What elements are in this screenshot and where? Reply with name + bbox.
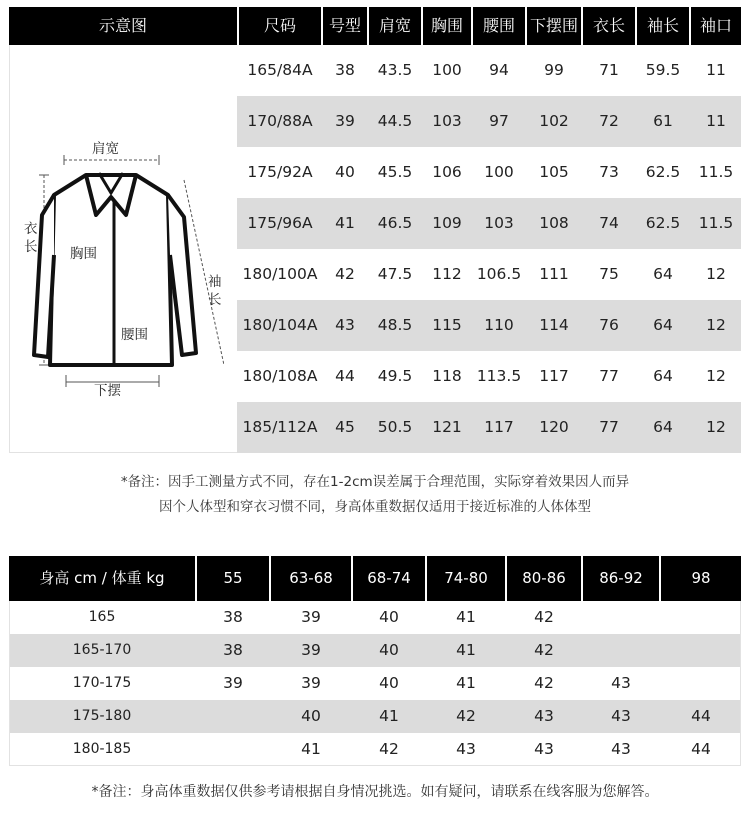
cell-size: 42 [534,674,554,692]
cell-chest: 106 [432,163,462,181]
cell-model: 42 [335,265,355,283]
cell-size: 44 [691,740,711,758]
cell-hem: 120 [539,418,569,436]
cell-cuff: 12 [706,418,726,436]
cell-cuff: 11 [706,112,726,130]
cell-size: 41 [301,740,321,758]
cell-size: 175/92A [247,163,313,181]
cell-height: 180-185 [72,741,132,757]
cell-size: 43 [611,740,631,758]
cell-size: 180/100A [242,265,318,283]
cell-size: 42 [456,707,476,725]
cell-waist: 94 [489,61,509,79]
cell-sleeve: 61 [653,112,673,130]
header-length: 衣长 [592,16,625,35]
cell-size: 165/84A [247,61,313,79]
cell-size: 170/88A [247,112,313,130]
table-row [237,45,741,96]
header-chest: 胸围 [430,16,463,35]
cell-shoulder: 49.5 [377,367,413,385]
cell-size: 180/104A [242,316,318,334]
header-shoulder: 肩宽 [378,16,411,35]
label-waist: 腰围 [121,327,148,343]
label-shoulder: 肩宽 [92,141,119,157]
cell-sleeve: 64 [653,367,673,385]
header-w80: 80-86 [522,569,566,587]
cell-hem: 108 [539,214,569,232]
cell-size: 39 [301,674,321,692]
cell-size [583,601,659,634]
cell-size: 41 [456,674,476,692]
cell-size [661,667,741,700]
cell-cuff: 12 [706,265,726,283]
label-hem: 下摆 [94,383,121,399]
table-row [9,667,741,700]
table-row [9,700,741,733]
cell-shoulder: 47.5 [377,265,413,283]
cell-cuff: 11 [706,61,726,79]
cell-cuff: 12 [706,367,726,385]
cell-height: 170-175 [72,675,132,691]
cell-model: 39 [335,112,355,130]
cell-shoulder: 50.5 [377,418,413,436]
cell-size: 42 [534,608,554,626]
size-table-header [9,7,741,45]
cell-length: 76 [599,316,619,334]
header-cuff: 袖口 [699,16,732,35]
cell-hem: 105 [539,163,569,181]
cell-size: 43 [611,707,631,725]
cell-size: 43 [611,674,631,692]
cell-model: 41 [335,214,355,232]
cell-size [197,733,269,766]
cell-size: 42 [379,740,399,758]
header-model: 号型 [328,16,361,35]
table-row [9,601,741,634]
cell-size: 40 [379,641,399,659]
cell-length: 77 [599,367,619,385]
cell-size: 41 [456,608,476,626]
cell-hem: 111 [539,265,569,283]
cell-size: 41 [456,641,476,659]
header-w55: 55 [223,569,243,587]
size-table [9,7,741,453]
table-row [237,147,741,198]
cell-sleeve: 64 [653,316,673,334]
cell-waist: 113.5 [476,367,522,385]
label-sleeve: 袖长 [208,274,222,308]
cell-size: 40 [379,608,399,626]
cell-model: 38 [335,61,355,79]
table-row [237,198,741,249]
cell-size: 175/96A [247,214,313,232]
cell-chest: 115 [432,316,462,334]
cell-size: 43 [456,740,476,758]
cell-hem: 99 [544,61,564,79]
cell-size [197,700,269,733]
cell-chest: 121 [432,418,462,436]
cell-length: 71 [599,61,619,79]
cell-size [661,601,741,634]
header-sleeve: 袖长 [646,16,679,35]
cell-waist: 103 [484,214,514,232]
table-row [9,733,741,766]
cell-length: 77 [599,418,619,436]
cell-size: 44 [691,707,711,725]
cell-chest: 100 [432,61,462,79]
cell-length: 74 [599,214,619,232]
jacket-outline-icon [24,125,224,395]
cell-model: 45 [335,418,355,436]
cell-size: 39 [301,641,321,659]
cell-shoulder: 45.5 [377,163,413,181]
header-waist: 腰围 [482,16,515,35]
cell-size: 39 [223,674,243,692]
cell-size: 180/108A [242,367,318,385]
cell-waist: 110 [484,316,514,334]
cell-height: 165 [88,609,116,625]
cell-cuff: 11.5 [698,214,734,232]
cell-waist: 97 [489,112,509,130]
cell-height: 165-170 [72,642,132,658]
header-height-weight: 身高 cm / 体重 kg [39,569,165,587]
cell-sleeve: 59.5 [645,61,681,79]
cell-hem: 102 [539,112,569,130]
cell-shoulder: 48.5 [377,316,413,334]
cell-cuff: 12 [706,316,726,334]
cell-sleeve: 64 [653,265,673,283]
cell-waist: 100 [484,163,514,181]
label-length: 衣长 [24,221,38,255]
cell-chest: 109 [432,214,462,232]
cell-sleeve: 62.5 [645,214,681,232]
cell-length: 73 [599,163,619,181]
cell-size: 185/112A [242,418,318,436]
header-w98: 98 [691,569,711,587]
header-w63: 63-68 [289,569,333,587]
table-row [237,300,741,351]
cell-model: 40 [335,163,355,181]
cell-chest: 118 [432,367,462,385]
header-hem: 下摆围 [529,16,578,35]
cell-size: 38 [223,641,243,659]
note-bottom: *备注：身高体重数据仅供参考请根据自身情况挑选。如有疑问，请联系在线客服为您解答。 [91,784,659,800]
cell-size: 43 [534,740,554,758]
table-row [9,634,741,667]
diagram-cell [9,45,237,453]
cell-shoulder: 44.5 [377,112,413,130]
table-row [237,402,741,453]
header-w74: 74-80 [444,569,488,587]
cell-model: 44 [335,367,355,385]
cell-chest: 112 [432,265,462,283]
note-line-1: *备注：因手工测量方式不同，存在1-2cm误差属于合理范围，实际穿着效果因人而异 [120,474,630,490]
table-row [237,351,741,402]
cell-hem: 117 [539,367,569,385]
note-line-2: 因个人体型和穿衣习惯不同，身高体重数据仅适用于接近标准的人体体型 [159,499,591,515]
cell-length: 75 [599,265,619,283]
cell-height: 175-180 [72,708,132,724]
cell-size: 40 [301,707,321,725]
header-w68: 68-74 [367,569,411,587]
cell-size: 39 [301,608,321,626]
table-row [237,249,741,300]
cell-hem: 114 [539,316,569,334]
cell-size: 42 [534,641,554,659]
cell-size: 41 [379,707,399,725]
cell-size: 40 [379,674,399,692]
cell-shoulder: 46.5 [377,214,413,232]
cell-shoulder: 43.5 [377,61,413,79]
cell-cuff: 11.5 [698,163,734,181]
cell-size: 43 [534,707,554,725]
jacket-diagram [24,125,224,399]
table-row [237,96,741,147]
cell-waist: 106.5 [476,265,522,283]
cell-sleeve: 62.5 [645,163,681,181]
cell-model: 43 [335,316,355,334]
cell-chest: 103 [432,112,462,130]
weight-table-header [9,556,741,601]
cell-sleeve: 64 [653,418,673,436]
cell-size [661,634,741,667]
cell-waist: 117 [484,418,514,436]
header-size: 尺码 [263,16,296,35]
cell-size [583,634,659,667]
cell-size: 38 [223,608,243,626]
header-diagram: 示意图 [98,16,147,35]
cell-length: 72 [599,112,619,130]
label-chest: 胸围 [70,246,97,262]
header-w86: 86-92 [599,569,643,587]
